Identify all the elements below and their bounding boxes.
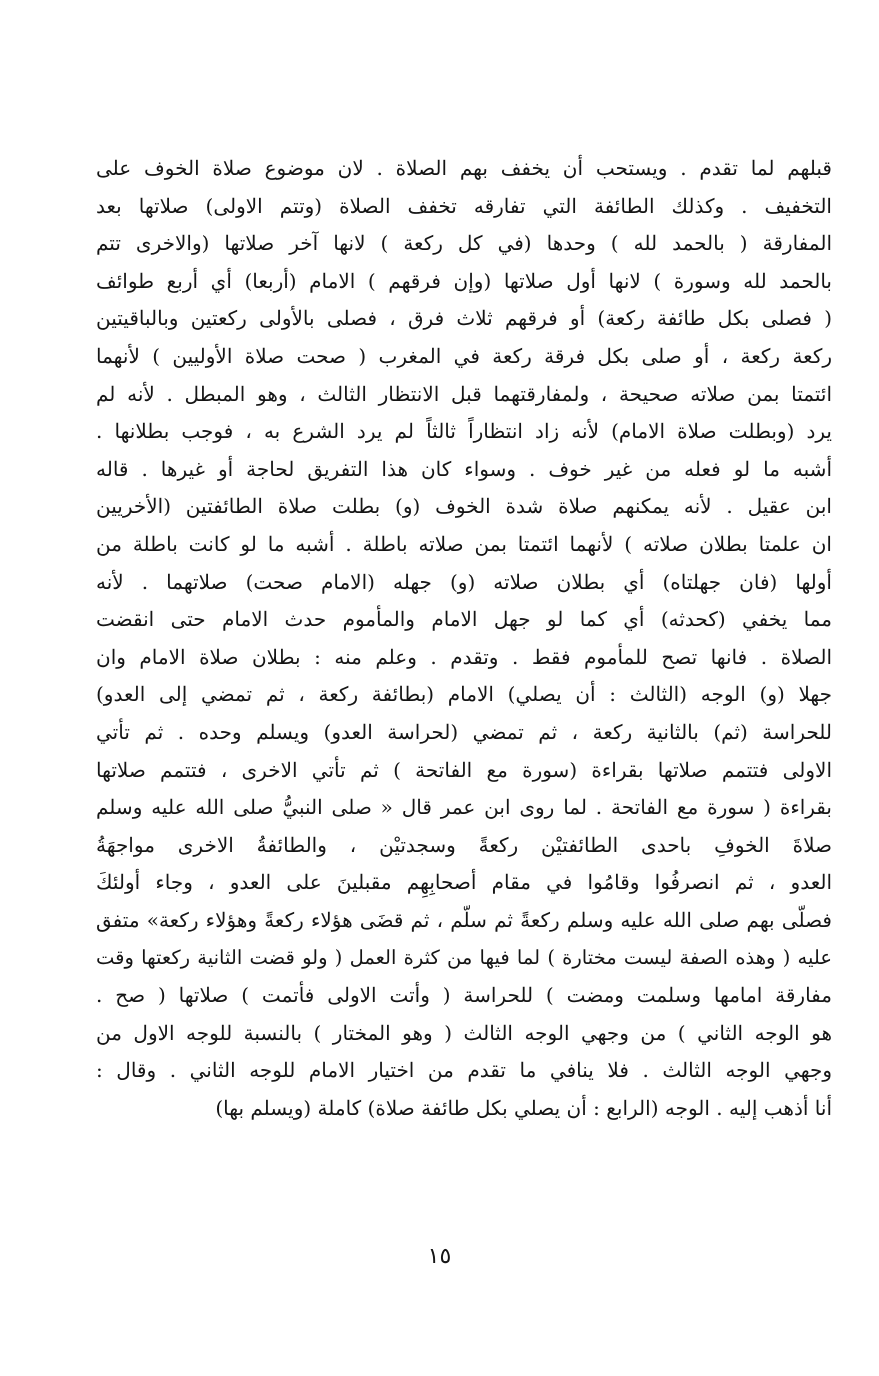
text-line-24: هو الوجه الثاني ) من وجهي الوجه الثالث ( وهو المختار ) بالنسبة للوجه الاول من [96,1020,832,1045]
text-line-5: ( فصلى بكل طائفة ركعة) أو فرقهم ثلاث فرق ، فصلى بالأولى ركعتين وبالباقيتين [96,306,832,331]
text-line-12: أولها (فان جهلتاه) أي بطلان صلاته (و) جهله (الامام صحت) صلاتهما . لأنه [96,569,832,594]
text-line-23: مفارقة امامها وسلمت ومضت ) للحراسة ( وأتت الاولى فأتمت ) صلاتها ( صح . [96,983,832,1008]
text-line-10: ابن عقيل . لأنه يمكنهم صلاة شدة الخوف (و) بطلت صلاة الطائفتين (الأخريين [96,494,832,519]
text-line-8: يرد (وبطلت صلاة الامام) لأنه زاد انتظاراً ثالثاً لم يرد الشرع به ، فوجب بطلانها . [96,419,832,444]
text-line-22: عليه ( وهذه الصفة ليست مختارة ) لما فيها من كثرة العمل ( ولو قضت الثانية ركعتها وقت [96,946,832,970]
body-text [96,150,832,1127]
text-line-20: العدو ، ثم انصرفُوا وقامُوا في مقام أصحابِهِم مقبلينَ على العدو ، وجاء أولئكَ [96,870,832,895]
text-line-19: صلاةَ الخوفِ باحدى الطائفتيْن ركعةً وسجدتيْن ، والطائفةُ الاخرى مواجهَةُ [96,832,832,857]
text-line-25: وجهي الوجه الثالث . فلا ينافي ما تقدم من اختيار الامام للوجه الثاني . وقال : [96,1058,832,1083]
page-number: ١٥ [427,1244,452,1269]
text-line-26: أنا أذهب إليه . الوجه (الرابع : أن يصلي بكل طائفة صلاة) كاملة (ويسلم بها) [215,1095,832,1120]
text-line-7: ائتمتا بمن صلاته صحيحة ، ولمفارقتهما قبل الانتظار الثالث ، وهو المبطل . لأنه لم [96,381,832,406]
text-line-1: قبلهم لما تقدم . ويستحب أن يخفف بهم الصلاة . لان موضوع صلاة الخوف على [96,156,832,180]
text-line-17: الاولى فتتمم صلاتها بقراءة (سورة مع الفاتحة ) ثم تأتي الاخرى ، فتتمم صلاتها [96,757,832,782]
text-line-13: مما يخفي (كحدثه) أي كما لو جهل الامام والمأموم حدث الامام حتى انقضت [96,607,832,632]
text-line-21: فصلّى بهم صلى الله عليه وسلم ركعةً ثم سلّم ، ثم قضَى هؤلاء ركعةً وهؤلاء ركعة» متفق [96,907,832,932]
text-line-16: للحراسة (ثم) بالثانية ركعة ، ثم تمضي (لحراسة العدو) ويسلم وحده . ثم تأتي [96,719,832,744]
text-line-6: ركعة ركعة ، أو صلى بكل فرقة ركعة في المغرب ( صحت صلاة الأوليين ) لأنهما [96,343,832,368]
text-line-4: بالحمد لله وسورة ) لانها أول صلاتها (وإن فرقهم ) الامام (أربعا) أي أربع طوائف [96,268,832,293]
text-line-2: التخفيف . وكذلك الطائفة التي تفارقه تخفف الصلاة (وتتم الاولى) صلاتها بعد [96,193,832,218]
text-line-18: بقراءة ( سورة مع الفاتحة . لما روى ابن عمر قال « صلى النبيُّ صلى الله عليه وسلم [96,795,832,820]
text-line-11: ان علمتا بطلان صلاته ) لأنهما ائتمتا بمن صلاته باطلة . أشبه ما لو كانت باطلة من [96,531,832,556]
text-line-15: جهلا (و) الوجه (الثالث : أن يصلي) الامام (بطائفة ركعة ، ثم تمضي إلى العدو) [96,682,832,707]
text-line-9: أشبه ما لو فعله من غير خوف . وسواء كان هذا التفريق لحاجة أو غيرها . قاله [96,456,832,481]
text-line-14: الصلاة . فانها تصح للمأموم فقط . وتقدم . وعلم منه : بطلان صلاة الامام وان [96,644,832,669]
text-line-3: المفارقة ( بالحمد لله ) وحدها (في كل ركعة ) لانها آخر صلاتها (والاخرى تتم [96,231,832,256]
